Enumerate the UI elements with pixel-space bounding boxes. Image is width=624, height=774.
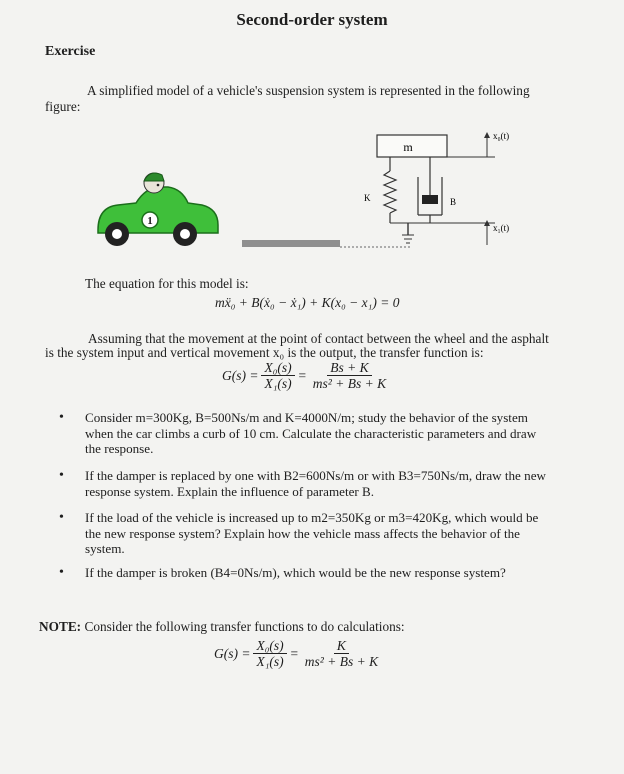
- tf2-eq: =: [289, 645, 299, 661]
- note-text: Consider the following transfer functions to do calculations:: [84, 619, 405, 634]
- tf2-ratio-num: X₀(s): [253, 638, 286, 654]
- exercise-heading: Exercise: [45, 44, 96, 59]
- input-label: x₁(t): [493, 223, 510, 233]
- spring-element: [364, 157, 396, 223]
- damper-label: B: [450, 197, 457, 207]
- page-title: Second-order system: [236, 10, 388, 29]
- intro-line-1: A simplified model of a vehicle's suspension system is represented in the following: [87, 83, 530, 98]
- output-arrow: [484, 131, 509, 157]
- note: [39, 619, 405, 635]
- intro-line-2: figure:: [45, 99, 81, 114]
- road-surface: [242, 240, 340, 247]
- tf2-den: ms² + Bs + K: [304, 654, 379, 669]
- damper-element: [418, 157, 456, 223]
- tf1-ratio-den: X₁(s): [264, 376, 292, 391]
- bullet-icon: •: [59, 410, 64, 425]
- question-item-2: • If the damper is replaced by one with B2=600Ns/m or with B3=750Ns/m, draw the new response system. Explain the influence of parameter B.: [59, 468, 546, 499]
- tf1-fraction: [310, 360, 389, 391]
- bullet-icon: •: [59, 510, 64, 525]
- output-label: x₀(t): [493, 131, 510, 141]
- mass-block: [377, 135, 495, 157]
- tf2-lhs: G(s) =: [214, 645, 251, 661]
- question-item-3: • If the load of the vehicle is increased up to m2=350Kg or m3=420Kg, which would be the new response system? Explain how the vehicle mass affects the behavior of the system.: [59, 510, 539, 556]
- tf1-ratio-num: X₀(s): [261, 360, 294, 376]
- assumption-line-1: Assuming that the movement at the point of contact between the wheel and the asphalt: [88, 331, 549, 346]
- tf1-den: ms² + Bs + K: [312, 376, 387, 391]
- tf2-num: K: [334, 638, 349, 654]
- tf1-ratio: [261, 360, 294, 391]
- equation-of-motion: mẍ₀ + B(ẋ₀ − ẋ₁) + K(x₀ − x₁) = 0: [215, 295, 400, 310]
- assumption-line-2: is the system input and vertical movement x₀ is the output, the transfer function is:: [45, 345, 484, 360]
- car-illustration: [98, 173, 218, 246]
- tf1-eq: =: [297, 367, 307, 383]
- tf2-ratio-den: X₁(s): [256, 654, 284, 669]
- tf2-fraction: [302, 638, 381, 669]
- input-arrow: [484, 220, 509, 245]
- mass-label: m: [403, 140, 413, 154]
- bullet-icon: •: [59, 468, 64, 483]
- tf2-ratio: [253, 638, 286, 669]
- suspension-figure: [90, 125, 560, 260]
- note-label: NOTE:: [39, 619, 82, 634]
- model-intro: The equation for this model is:: [85, 276, 249, 291]
- car-number: 1: [147, 215, 153, 227]
- question-item-1: • Consider m=300Kg, B=500Ns/m and K=4000N/m; study the behavior of the system when the car climbs a curb of 10 cm. Calculate the characteristic parameters and draw the response.: [59, 410, 537, 456]
- bullet-icon: •: [59, 565, 64, 580]
- tf1-lhs: G(s) =: [222, 367, 259, 383]
- spring-label: K: [364, 193, 371, 203]
- question-item-4: • If the damper is broken (B4=0Ns/m), which would be the new response system?: [59, 565, 506, 580]
- tf1-num: Bs + K: [327, 360, 371, 376]
- transfer-function-1: [222, 360, 389, 391]
- transfer-function-2: [214, 638, 381, 669]
